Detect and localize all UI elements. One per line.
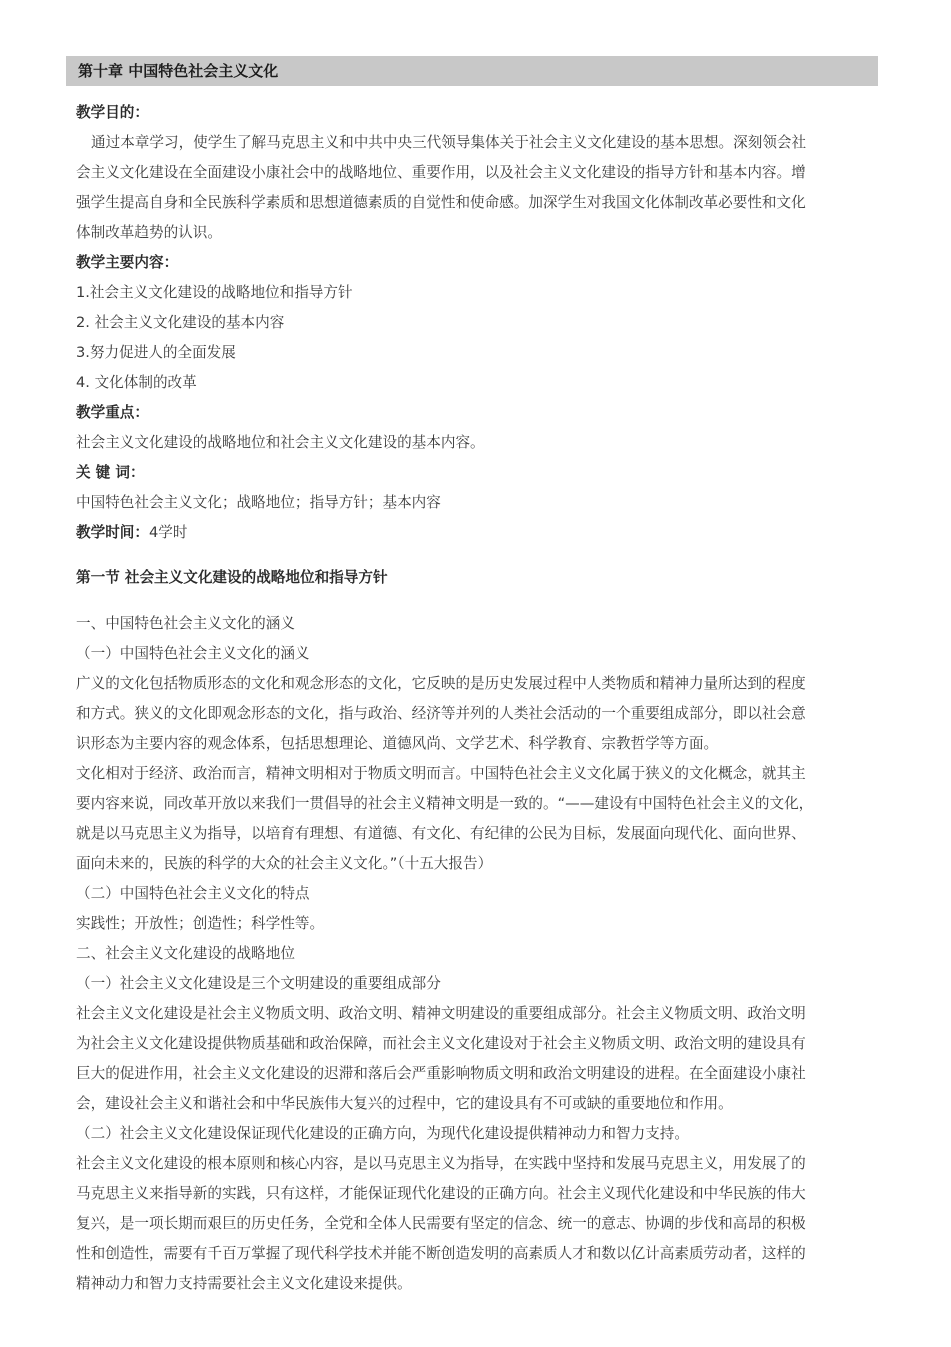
objectives-line: 体制改革趋势的认识。 — [76, 224, 222, 241]
chapter-title: 第十章 中国特色社会主义文化 — [78, 62, 279, 80]
keywords-text: 中国特色社会主义文化；战略地位；指导方针；基本内容 — [76, 494, 441, 511]
teaching-time-label: 教学时间： — [76, 524, 149, 541]
teaching-time-value: 4学时 — [148, 524, 188, 541]
section-line: 巨大的促进作用，社会主义文化建设的迟滞和落后会严重影响物质文明和政治文明建设的进程。在全面建设小康社 — [76, 1065, 806, 1082]
section-line: 一、中国特色社会主义文化的涵义 — [76, 615, 295, 632]
section-line: 二、社会主义文化建设的战略地位 — [76, 945, 295, 962]
key-points-text: 社会主义文化建设的战略地位和社会主义文化建设的基本内容。 — [76, 434, 485, 451]
section-line: 复兴，是一项长期而艰巨的历史任务，全党和全体人民需要有坚定的信念、统一的意志、协调的步伐和高昂的积极 — [76, 1215, 806, 1232]
section-line: 社会主义文化建设的根本原则和核心内容，是以马克思主义为指导，在实践中坚持和发展马克思主义，用发展了的 — [76, 1155, 806, 1172]
section-title: 第一节 社会主义文化建设的战略地位和指导方针 — [76, 569, 388, 586]
section-line: （二）社会主义文化建设保证现代化建设的正确方向，为现代化建设提供精神动力和智力支持。 — [76, 1125, 689, 1142]
section-line: 为社会主义文化建设提供物质基础和政治保障，而社会主义文化建设对于社会主义物质文明、政治文明的建设具有 — [76, 1035, 806, 1052]
main-content-item: 1.社会主义文化建设的战略地位和指导方针 — [76, 284, 353, 301]
objectives-line: 通过本章学习，使学生了解马克思主义和中共中央三代领导集体关于社会主义文化建设的基本思想。深刻领会社 — [91, 134, 807, 151]
main-content-item: 2. 社会主义文化建设的基本内容 — [76, 314, 285, 331]
section-line: 性和创造性，需要有千百万掌握了现代科学技术并能不断创造发明的高素质人才和数以亿计高素质劳动者，这样的 — [76, 1245, 806, 1262]
key-points-heading: 教学重点： — [76, 404, 149, 421]
teaching-time — [76, 518, 860, 548]
section-line: 广义的文化包括物质形态的文化和观念形态的文化，它反映的是历史发展过程中人类物质和精神力量所达到的程度 — [76, 675, 806, 692]
section-line: 文化相对于经济、政治而言，精神文明相对于物质文明而言。中国特色社会主义文化属于狭义的文化概念，就其主 — [76, 765, 806, 782]
section-line: 会，建设社会主义和谐社会和中华民族伟大复兴的过程中，它的建设具有不可或缺的重要地位和作用。 — [76, 1095, 733, 1112]
document-body — [76, 98, 860, 1299]
keywords-heading: 关 键 词： — [76, 464, 145, 481]
section-line: 实践性；开放性；创造性；科学性等。 — [76, 915, 325, 932]
section-line: （二）中国特色社会主义文化的特点 — [76, 885, 310, 902]
section-line: 马克思主义来指导新的实践，只有这样，才能保证现代化建设的正确方向。社会主义现代化建设和中华民族的伟大 — [76, 1185, 806, 1202]
section-line: 识形态为主要内容的观念体系，包括思想理论、道德风尚、文学艺术、科学教育、宗教哲学等方面。 — [76, 735, 719, 752]
main-content-item: 4. 文化体制的改革 — [76, 374, 197, 391]
section-line: 面向未来的，民族的科学的大众的社会主义文化。”（十五大报告） — [76, 855, 493, 872]
objectives-heading: 教学目的： — [76, 104, 149, 121]
section-line: 要内容来说，同改革开放以来我们一贯倡导的社会主义精神文明是一致的。“——建设有中国特色社会主义的文化， — [76, 795, 814, 812]
chapter-header-bar — [66, 56, 878, 86]
section-line: 就是以马克思主义为指导，以培育有理想、有道德、有文化、有纪律的公民为目标，发展面向现代化、面向世界、 — [76, 825, 806, 842]
objectives-line: 会主义文化建设在全面建设小康社会中的战略地位、重要作用，以及社会主义文化建设的指导方针和基本内容。增 — [76, 164, 806, 181]
section-line: 社会主义文化建设是社会主义物质文明、政治文明、精神文明建设的重要组成部分。社会主义物质文明、政治文明 — [76, 1005, 806, 1022]
section-line: 精神动力和智力支持需要社会主义文化建设来提供。 — [76, 1275, 412, 1292]
main-content-heading: 教学主要内容： — [76, 254, 179, 271]
section-line: （一）社会主义文化建设是三个文明建设的重要组成部分 — [76, 975, 441, 992]
objectives-line: 强学生提高自身和全民族科学素质和思想道德素质的自觉性和使命感。加深学生对我国文化体制改革必要性和文化 — [76, 194, 806, 211]
main-content-item: 3.努力促进人的全面发展 — [76, 344, 236, 361]
section-line: （一）中国特色社会主义文化的涵义 — [76, 645, 310, 662]
section-line: 和方式。狭义的文化即观念形态的文化，指与政治、经济等并列的人类社会活动的一个重要组成部分，即以社会意 — [76, 705, 806, 722]
